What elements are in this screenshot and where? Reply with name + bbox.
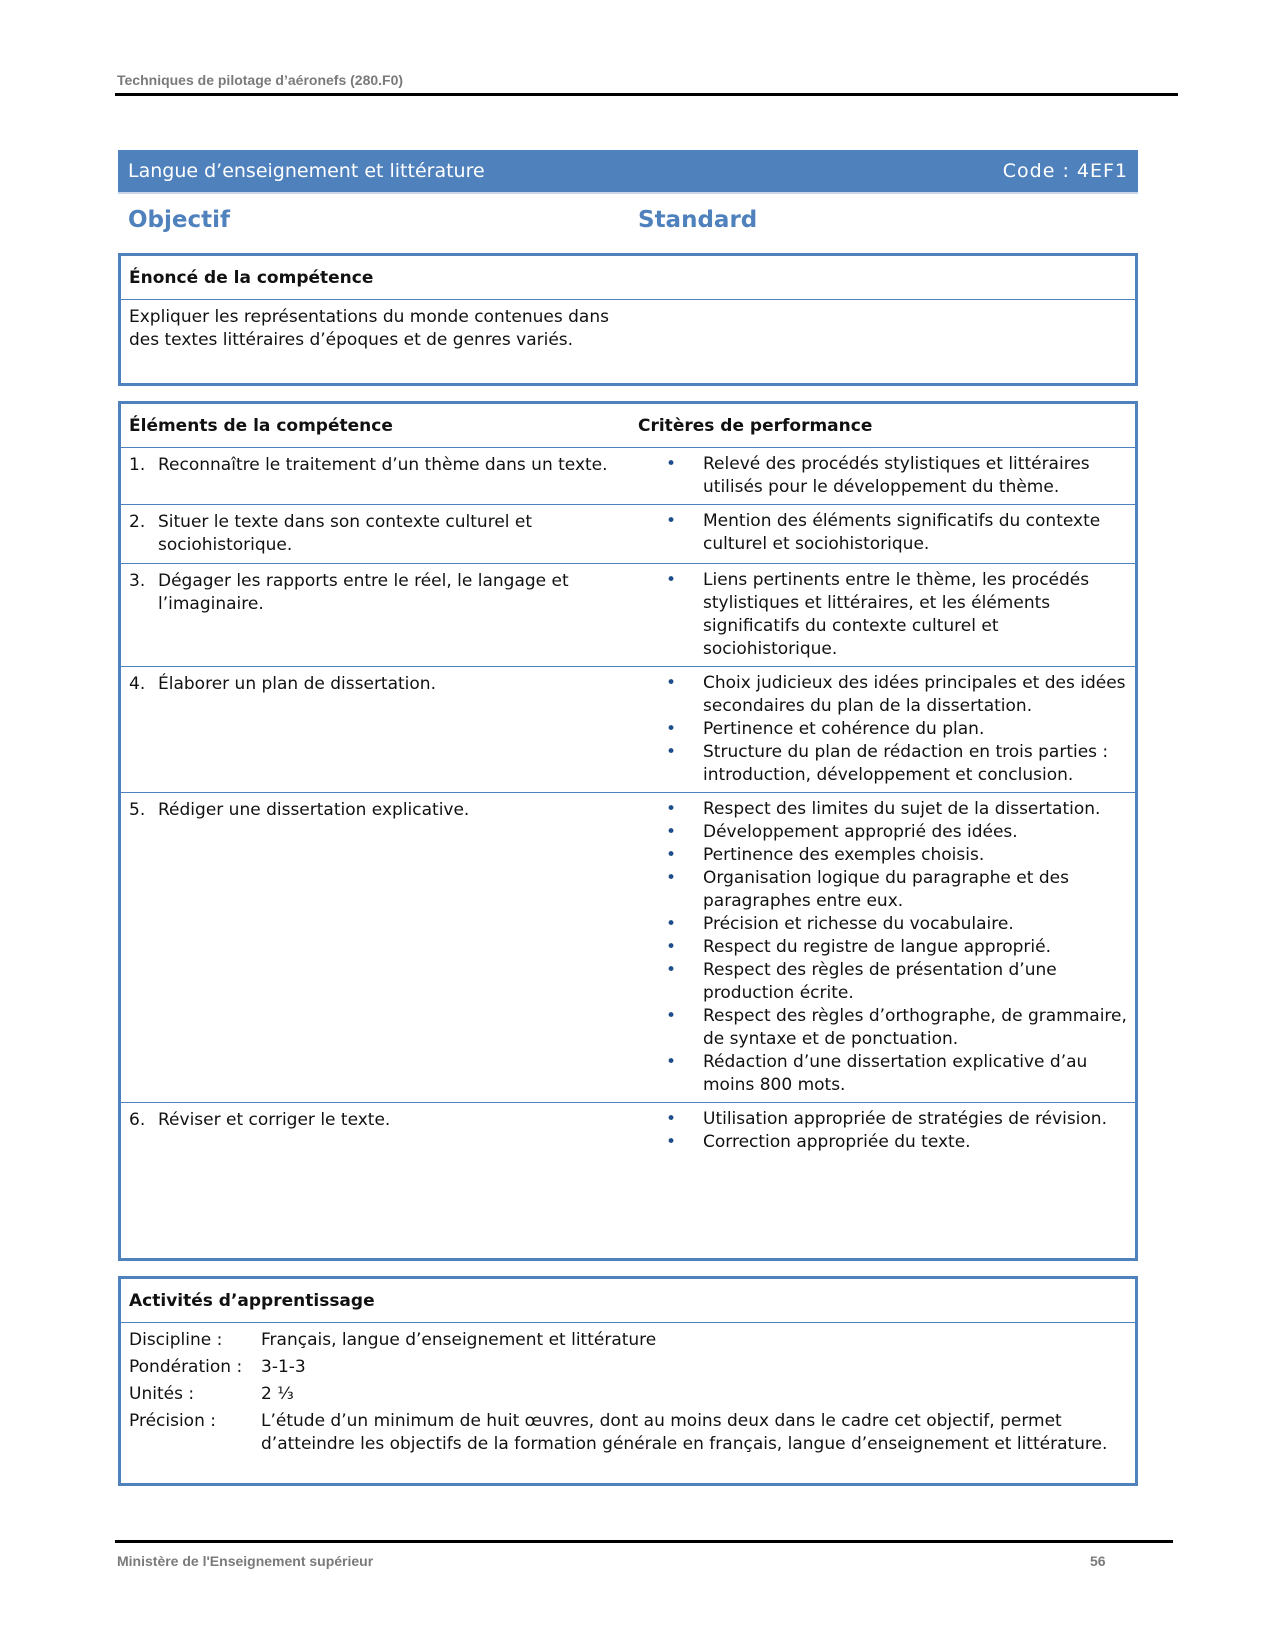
ponderation-value: 3-1-3 [261, 1357, 306, 1377]
criterion-item [631, 510, 1127, 556]
element-number: 6. [129, 1110, 146, 1130]
bullet-icon [631, 1131, 703, 1154]
criterion-item [631, 913, 1127, 936]
criteria-cell [631, 448, 1135, 504]
criterion-text: Utilisation appropriée de stratégies de révision. [703, 1109, 1107, 1129]
element-number: 4. [129, 674, 146, 694]
activites-heading: Activités d’apprentissage [121, 1279, 1135, 1323]
enonce-box [118, 253, 1138, 386]
header-rule [115, 93, 1178, 96]
criterion-text: Respect des limites du sujet de la dissertation. [703, 799, 1101, 819]
bullet-icon [631, 1051, 703, 1097]
standard-label: Standard [638, 207, 758, 233]
bullet-icon [631, 913, 703, 936]
footer-rule [115, 1540, 1173, 1543]
criteria-cell [631, 667, 1135, 792]
criterion-text: Liens pertinents entre le thème, les procédés stylistiques et littéraires, et les éléments significatifs du contexte culturel et sociohistorique. [703, 570, 1090, 659]
criterion-item [631, 569, 1127, 661]
bullet-icon [631, 821, 703, 844]
criterion-text: Mention des éléments significatifs du contexte culturel et sociohistorique. [703, 511, 1101, 554]
criterion-item [631, 672, 1127, 718]
bullet-icon [631, 867, 703, 913]
table-row [121, 448, 1135, 504]
criterion-item [631, 1005, 1127, 1051]
criterion-text: Rédaction d’une dissertation explicative d’au moins 800 mots. [703, 1052, 1088, 1095]
discipline-value: Français, langue d’enseignement et littérature [261, 1330, 657, 1350]
element-number: 2. [129, 512, 146, 532]
bullet-icon [631, 1108, 703, 1131]
bullet-icon [631, 718, 703, 741]
precision-row [129, 1408, 1127, 1456]
activites-body [121, 1323, 1135, 1460]
enonce-text: Expliquer les représentations du monde contenues dans des textes littéraires d’époques et de genres variés. [129, 307, 609, 350]
element-text: Réviser et corriger le texte. [158, 1110, 391, 1130]
criterion-item [631, 1051, 1127, 1097]
bullet-icon [631, 510, 703, 556]
element-number: 1. [129, 455, 146, 475]
bullet-icon [631, 672, 703, 718]
criteria-cell [631, 1103, 1135, 1159]
table-row [121, 666, 1135, 792]
elements-heading: Éléments de la compétence [129, 415, 393, 436]
element-text: Élaborer un plan de dissertation. [158, 674, 436, 694]
criterion-text: Respect des règles de présentation d’une production écrite. [703, 960, 1057, 1003]
course-title: Langue d’enseignement et littérature [128, 160, 485, 182]
criterion-item [631, 867, 1127, 913]
table-row [121, 504, 1135, 563]
criterion-item [631, 821, 1127, 844]
bullet-icon [631, 569, 703, 661]
running-header: Techniques de pilotage d’aéronefs (280.F0) [117, 72, 404, 88]
element-cell [121, 667, 631, 792]
criterion-item [631, 741, 1127, 787]
criterion-text: Pertinence et cohérence du plan. [703, 719, 985, 739]
element-number: 3. [129, 571, 146, 591]
criterion-item [631, 453, 1127, 499]
criteria-cell [631, 564, 1135, 666]
unites-label: Unités : [129, 1384, 195, 1404]
ponderation-label: Pondération : [129, 1357, 243, 1377]
criterion-item [631, 959, 1127, 1005]
criteres-heading: Critères de performance [638, 415, 873, 436]
discipline-row [129, 1327, 1127, 1354]
discipline-label: Discipline : [129, 1330, 223, 1350]
element-cell [121, 505, 631, 563]
criteria-cell [631, 793, 1135, 1102]
element-cell [121, 448, 631, 504]
section-labels [128, 207, 1138, 237]
criterion-text: Correction appropriée du texte. [703, 1132, 971, 1152]
element-text: Reconnaître le traitement d’un thème dans un texte. [158, 455, 608, 475]
bullet-icon [631, 936, 703, 959]
criterion-text: Pertinence des exemples choisis. [703, 845, 985, 865]
table-row [121, 792, 1135, 1102]
element-cell [121, 793, 631, 1102]
criterion-text: Respect du registre de langue approprié. [703, 937, 1051, 957]
bullet-icon [631, 844, 703, 867]
elements-rows [121, 448, 1135, 1159]
footer-ministry: Ministère de l'Enseignement supérieur [117, 1553, 374, 1569]
elements-header [121, 404, 1135, 448]
ponderation-row [129, 1354, 1127, 1381]
criterion-text: Précision et richesse du vocabulaire. [703, 914, 1014, 934]
criterion-item [631, 798, 1127, 821]
elements-table [118, 401, 1138, 1261]
table-row [121, 563, 1135, 666]
activites-box [118, 1276, 1138, 1486]
bullet-icon [631, 1005, 703, 1051]
bullet-icon [631, 798, 703, 821]
precision-value: L’étude d’un minimum de huit œuvres, dont au moins deux dans le cadre cet objectif, permet d’atteindre les objectifs de la formation générale en français, langue d’enseignement et littérature. [261, 1411, 1108, 1454]
criterion-text: Organisation logique du paragraphe et des paragraphes entre eux. [703, 868, 1069, 911]
table-row [121, 1102, 1135, 1159]
criterion-item [631, 1131, 1127, 1154]
precision-label: Précision : [129, 1411, 216, 1431]
element-cell [121, 1103, 631, 1159]
criterion-text: Développement approprié des idées. [703, 822, 1018, 842]
criterion-text: Structure du plan de rédaction en trois parties : introduction, développement et conclusion. [703, 742, 1109, 785]
bullet-icon [631, 741, 703, 787]
criterion-text: Choix judicieux des idées principales et des idées secondaires du plan de la dissertation. [703, 673, 1126, 716]
element-cell [121, 564, 631, 666]
criterion-item [631, 718, 1127, 741]
page-number: 56 [1090, 1553, 1106, 1569]
unites-row [129, 1381, 1127, 1408]
criterion-text: Relevé des procédés stylistiques et littéraires utilisés pour le développement du thème. [703, 454, 1090, 497]
course-title-bar [118, 150, 1138, 192]
criterion-text: Respect des règles d’orthographe, de grammaire, de syntaxe et de ponctuation. [703, 1006, 1127, 1049]
objectif-label: Objectif [128, 207, 231, 233]
criterion-item [631, 844, 1127, 867]
criterion-item [631, 936, 1127, 959]
bullet-icon [631, 959, 703, 1005]
criterion-item [631, 1108, 1127, 1131]
element-text: Dégager les rapports entre le réel, le langage et l’imaginaire. [158, 571, 569, 614]
course-code: Code : 4EF1 [1002, 160, 1128, 182]
element-number: 5. [129, 800, 146, 820]
bullet-icon [631, 453, 703, 499]
element-text: Rédiger une dissertation explicative. [158, 800, 470, 820]
element-text: Situer le texte dans son contexte culturel et sociohistorique. [158, 512, 533, 555]
enonce-heading: Énoncé de la compétence [121, 256, 1135, 300]
criteria-cell [631, 505, 1135, 563]
unites-value: 2 ⅓ [261, 1384, 294, 1404]
